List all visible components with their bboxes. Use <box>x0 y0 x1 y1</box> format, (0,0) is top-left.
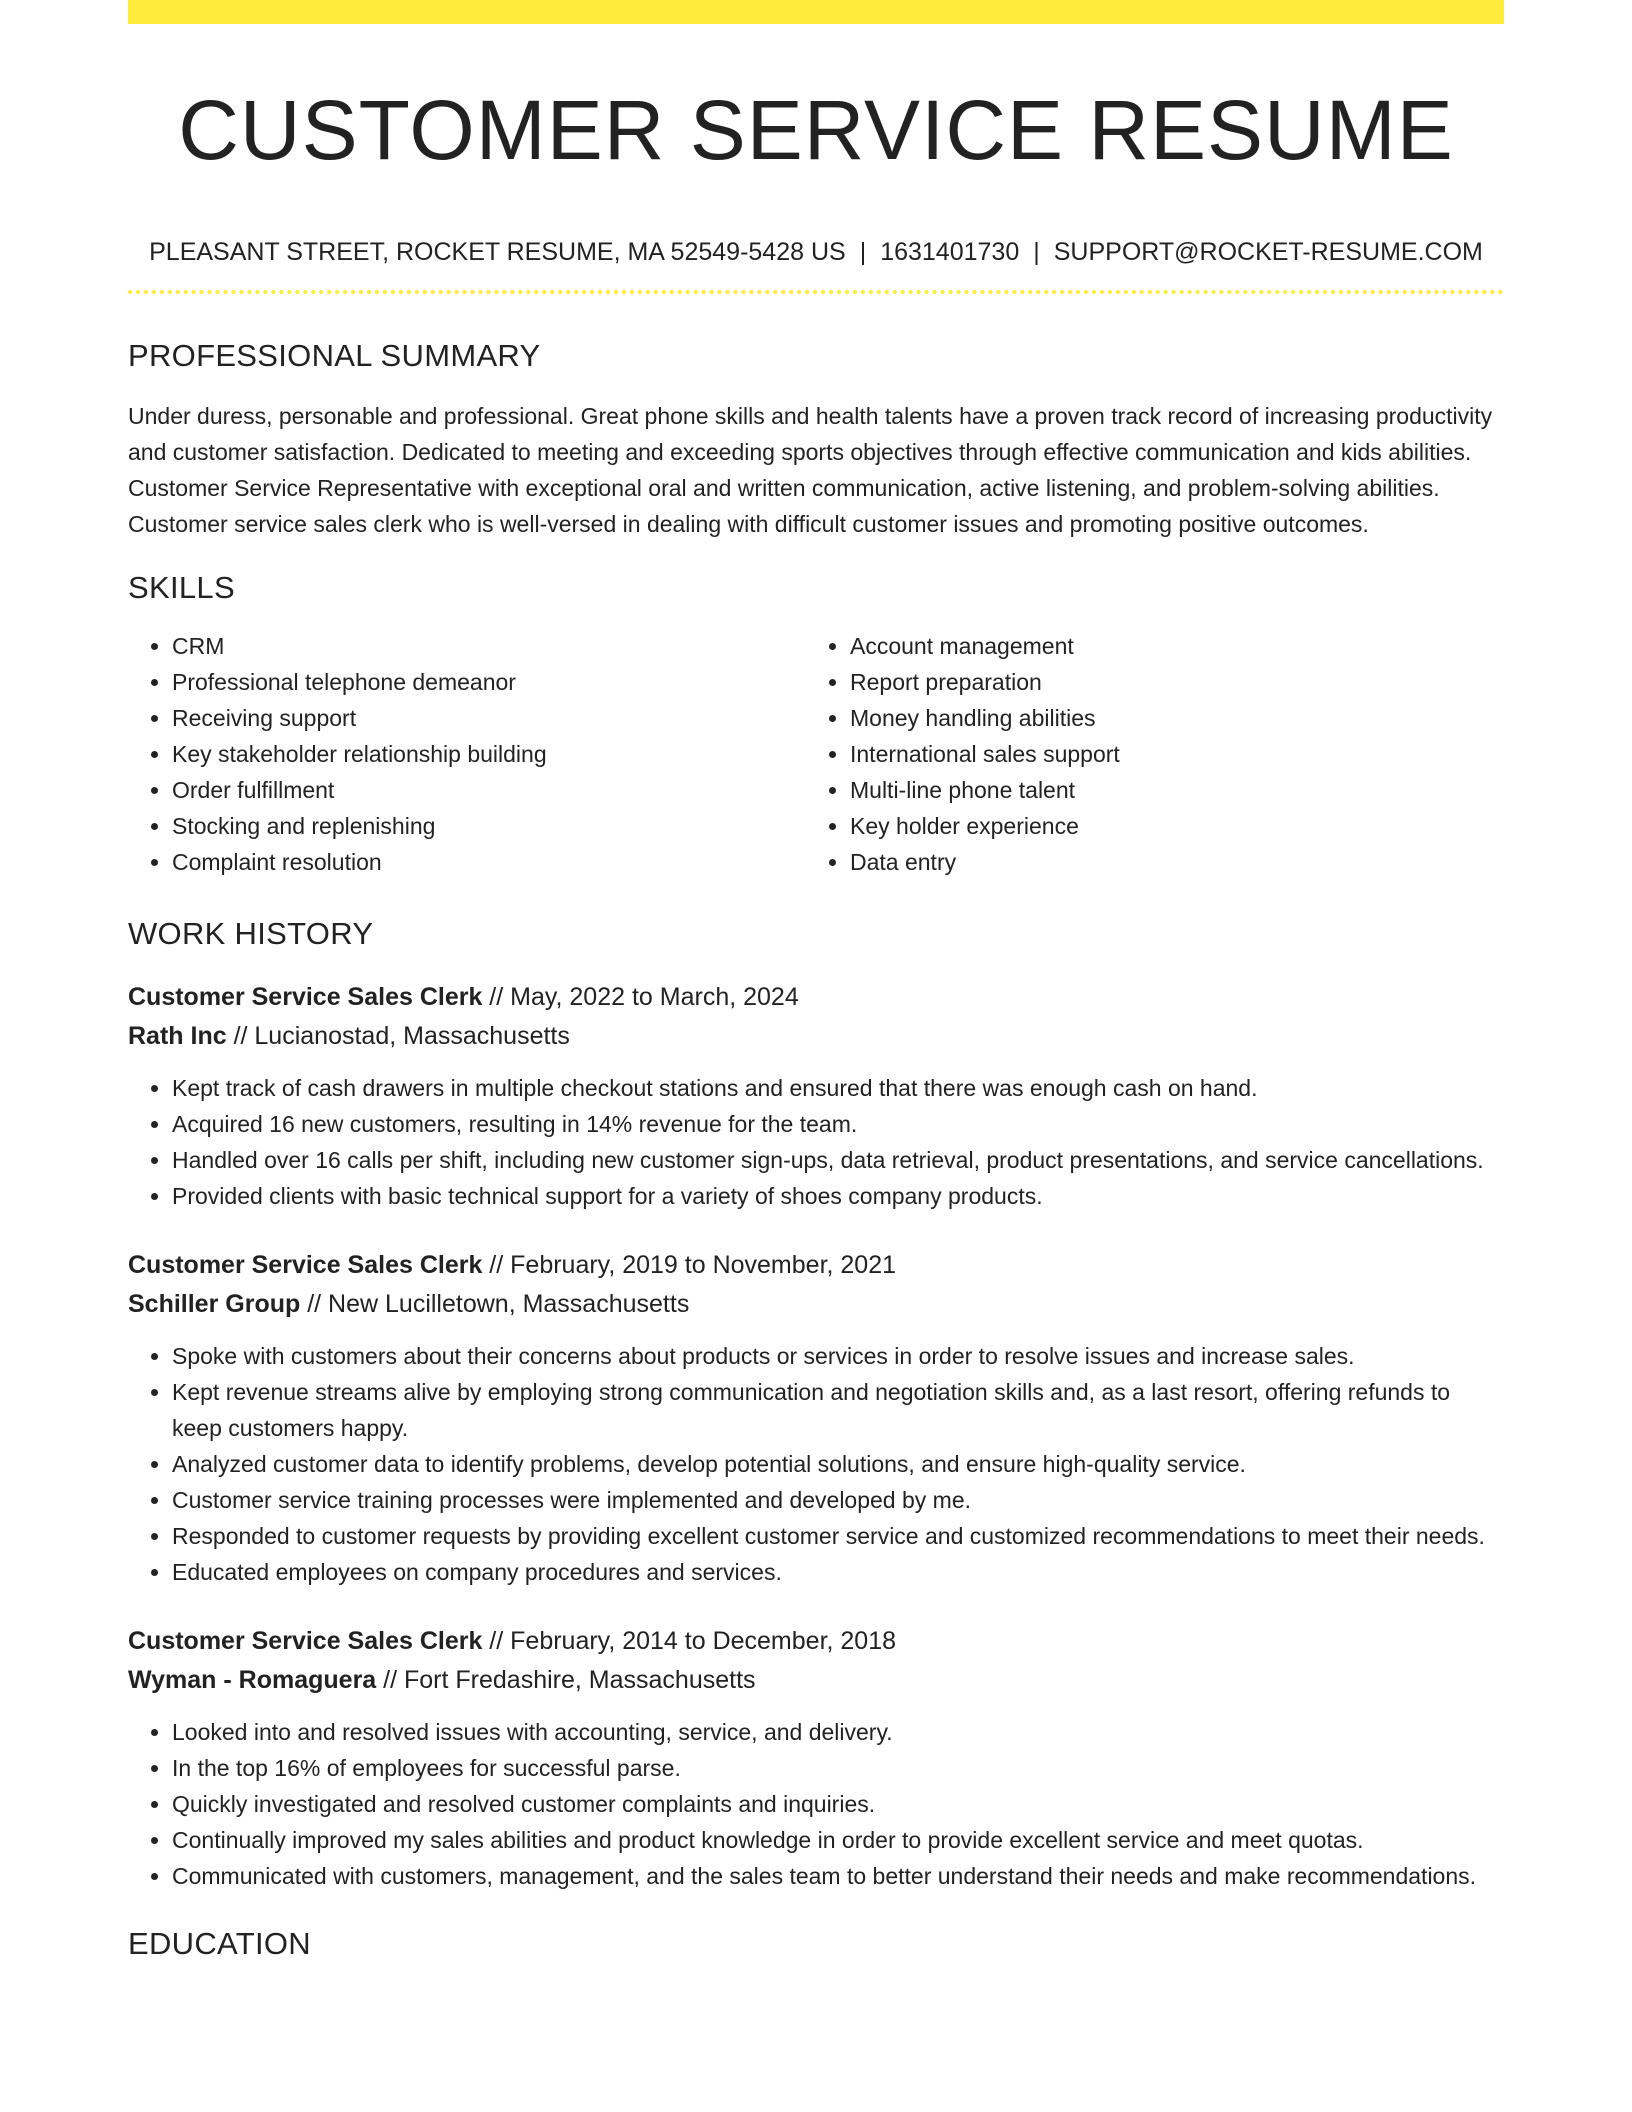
job-bullet: • Kept revenue streams alive by employing strong communication and negotiation skills and, as a last resort, offering refunds to keep customers happy. <box>172 1374 1504 1446</box>
contact-address: PLEASANT STREET, ROCKET RESUME, MA 52549-5428 US <box>149 238 846 266</box>
contact-email[interactable]: SUPPORT@ROCKET-RESUME.COM <box>1053 238 1483 266</box>
skill-item: • Key holder experience <box>850 808 1484 844</box>
job-company: Schiller Group <box>128 1290 301 1318</box>
job-title-line <box>128 1246 1504 1285</box>
skill-item: • Order fulfillment <box>172 772 806 808</box>
job-bullets <box>128 1338 1504 1590</box>
job-title-line <box>128 1622 1504 1661</box>
job-bullet: • In the top 16% of employees for successful parse. <box>172 1750 1504 1786</box>
job-entry <box>128 1246 1504 1590</box>
skill-item: • Complaint resolution <box>172 844 806 880</box>
job-bullet: • Handled over 16 calls per shift, including new customer sign-ups, data retrieval, product presentations, and service cancellations. <box>172 1142 1504 1178</box>
job-bullet: • Continually improved my sales abilities and product knowledge in order to provide excellent service and meet quotas. <box>172 1822 1504 1858</box>
job-bullet: • Kept track of cash drawers in multiple checkout stations and ensured that there was enough cash on hand. <box>172 1070 1504 1106</box>
job-company-line <box>128 1661 1504 1700</box>
job-bullet: • Quickly investigated and resolved customer complaints and inquiries. <box>172 1786 1504 1822</box>
skill-item: • International sales support <box>850 736 1484 772</box>
job-company: Wyman - Romaguera <box>128 1666 377 1694</box>
job-dates: // February, 2019 to November, 2021 <box>482 1251 897 1279</box>
section-heading-work-history: WORK HISTORY <box>128 916 374 951</box>
summary-text: Under duress, personable and professional. Great phone skills and health talents have a proven track record of increasing productivity and customer satisfaction. Dedicated to meeting and exceeding sports objectives through effective communication and kids abilities. Customer Service Representative with exceptional oral and written communication, active listening, and problem-solving abilities. Customer service sales clerk who is well-versed in dealing with difficult customer issues and promoting positive outcomes. <box>128 403 1493 537</box>
job-entry <box>128 978 1504 1214</box>
skills-column-right <box>806 628 1484 880</box>
job-bullet: • Acquired 16 new customers, resulting in 14% revenue for the team. <box>172 1106 1504 1142</box>
skill-item: • Money handling abilities <box>850 700 1484 736</box>
skill-item: • Data entry <box>850 844 1484 880</box>
section-heading-skills: SKILLS <box>128 570 235 605</box>
skills-column-left <box>128 628 806 880</box>
job-location: // Fort Fredashire, Massachusetts <box>376 1666 756 1694</box>
skill-item: • Receiving support <box>172 700 806 736</box>
job-bullets <box>128 1070 1504 1214</box>
job-company-line <box>128 1017 1504 1056</box>
job-title: Customer Service Sales Clerk <box>128 1627 483 1655</box>
job-location: // New Lucilletown, Massachusetts <box>300 1290 690 1318</box>
contact-line <box>128 236 1504 268</box>
top-accent-bar <box>128 0 1504 24</box>
job-bullet: • Communicated with customers, management, and the sales team to better understand their needs and make recommendations. <box>172 1858 1504 1894</box>
contact-phone[interactable]: 1631401730 <box>880 238 1020 266</box>
resume-page <box>128 0 1504 1964</box>
job-location: // Lucianostad, Massachusetts <box>226 1022 570 1050</box>
job-company: Rath Inc <box>128 1022 227 1050</box>
section-heading-education: EDUCATION <box>128 1926 311 1961</box>
job-title: Customer Service Sales Clerk <box>128 983 483 1011</box>
job-bullet: • Responded to customer requests by providing excellent customer service and customized recommendations to meet their needs. <box>172 1518 1504 1554</box>
skill-item: • Stocking and replenishing <box>172 808 806 844</box>
job-bullet: • Analyzed customer data to identify problems, develop potential solutions, and ensure high-quality service. <box>172 1446 1504 1482</box>
job-title-line <box>128 978 1504 1017</box>
job-title: Customer Service Sales Clerk <box>128 1251 483 1279</box>
dotted-divider <box>128 290 1504 294</box>
skill-item: • Report preparation <box>850 664 1484 700</box>
section-heading-summary: PROFESSIONAL SUMMARY <box>128 338 541 373</box>
job-bullets <box>128 1714 1504 1894</box>
skill-item: • Multi-line phone talent <box>850 772 1484 808</box>
skill-item: • CRM <box>172 628 806 664</box>
job-dates: // May, 2022 to March, 2024 <box>482 983 799 1011</box>
resume-title: CUSTOMER SERVICE RESUME <box>178 83 1454 177</box>
job-company-line <box>128 1285 1504 1324</box>
job-entry <box>128 1622 1504 1894</box>
job-bullet: • Educated employees on company procedures and services. <box>172 1554 1504 1590</box>
job-dates: // February, 2014 to December, 2018 <box>482 1627 897 1655</box>
contact-separator: | <box>1033 238 1040 266</box>
job-bullet: • Provided clients with basic technical support for a variety of shoes company products. <box>172 1178 1504 1214</box>
contact-separator: | <box>859 238 867 266</box>
skill-item: • Key stakeholder relationship building <box>172 736 806 772</box>
job-bullet: • Customer service training processes were implemented and developed by me. <box>172 1482 1504 1518</box>
skill-item: • Account management <box>850 628 1484 664</box>
skill-item: • Professional telephone demeanor <box>172 664 806 700</box>
skills-list <box>128 628 1504 880</box>
job-bullet: • Looked into and resolved issues with accounting, service, and delivery. <box>172 1714 1504 1750</box>
job-bullet: • Spoke with customers about their concerns about products or services in order to resolve issues and increase sales. <box>172 1338 1504 1374</box>
